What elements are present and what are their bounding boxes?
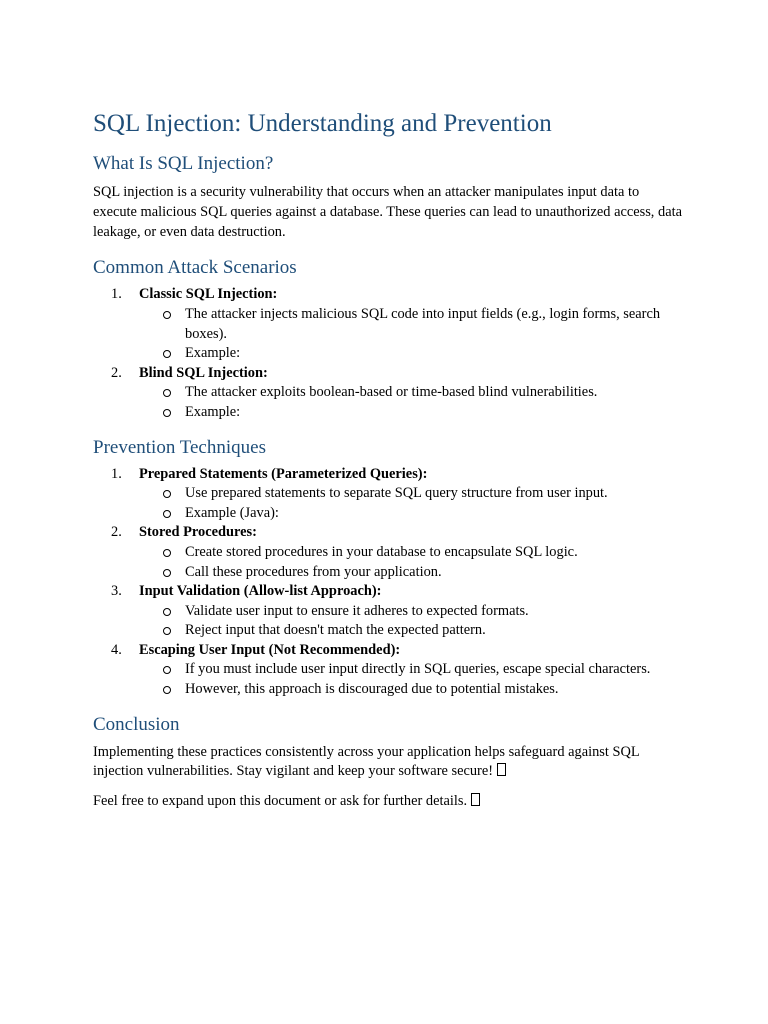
document-content [93,107,683,812]
list-item-title: Classic SQL Injection: [139,286,278,303]
paragraph-definition: SQL injection is a security vulnerability that occurs when an attacker manipulates input data to execute malicious SQL queries against a database. These queries can lead to unauthorized access, data leakage, or even data destruction. [93,184,682,240]
list-item [93,582,683,641]
list-item [93,364,683,423]
sub-list-item: Use prepared statements to separate SQL query structure from user input. [139,484,683,504]
sub-list-item: The attacker exploits boolean-based or time-based blind vulnerabilities. [139,383,683,403]
sub-list [139,602,683,641]
sub-list-item: However, this approach is discouraged due to potential mistakes. [139,680,683,700]
list-number: 4. [111,641,122,658]
list-item-title: Blind SQL Injection: [139,364,268,381]
list-item-title: Stored Procedures: [139,524,257,541]
missing-glyph-icon [497,763,506,776]
heading-prevention-techniques: Prevention Techniques [93,436,266,458]
sub-list-item: Call these procedures from your application. [139,563,683,583]
sub-list-item: Example: [139,403,683,423]
sub-list-item: The attacker injects malicious SQL code into input fields (e.g., login forms, search boxes). [139,305,683,344]
sub-list [139,305,683,364]
prevention-techniques-list [93,465,683,700]
sub-list [139,383,683,422]
list-number: 2. [111,364,122,381]
sub-list [139,484,683,523]
heading-common-attack-scenarios: Common Attack Scenarios [93,257,297,279]
heading-what-is-sql-injection: What Is SQL Injection? [93,153,274,174]
closing-text: Feel free to expand upon this document or ask for further details. [93,793,468,810]
list-item [93,641,683,700]
list-item-title: Prepared Statements (Parameterized Queries): [139,465,428,482]
missing-glyph-icon [471,793,480,806]
sub-list [139,660,683,699]
heading-conclusion: Conclusion [93,713,180,735]
sub-list-item: Reject input that doesn't match the expected pattern. [139,621,683,641]
list-item [93,465,683,524]
sub-list-item: Example: [139,344,683,364]
sub-list-item: Example (Java): [139,504,683,524]
paragraph-closing [93,792,683,812]
list-item [93,285,683,363]
sub-list [139,543,683,582]
list-number: 3. [111,583,122,600]
list-number: 1. [111,465,122,482]
list-number: 2. [111,524,122,541]
sub-list-item: Validate user input to ensure it adheres to expected formats. [139,602,683,622]
attack-scenarios-list [93,285,683,422]
sub-list-item: If you must include user input directly in SQL queries, escape special characters. [139,660,683,680]
paragraph-conclusion [93,743,683,783]
conclusion-text: Implementing these practices consistently across your application helps safeguard against SQL injection vulnerabilities. Stay vigilant and keep your software secure! [93,743,640,780]
list-item [93,523,683,582]
document-title: SQL Injection: Understanding and Prevention [93,110,552,137]
list-number: 1. [111,286,122,303]
list-item-title: Escaping User Input (Not Recommended): [139,641,401,658]
sub-list-item: Create stored procedures in your database to encapsulate SQL logic. [139,543,683,563]
list-item-title: Input Validation (Allow-list Approach): [139,583,382,600]
